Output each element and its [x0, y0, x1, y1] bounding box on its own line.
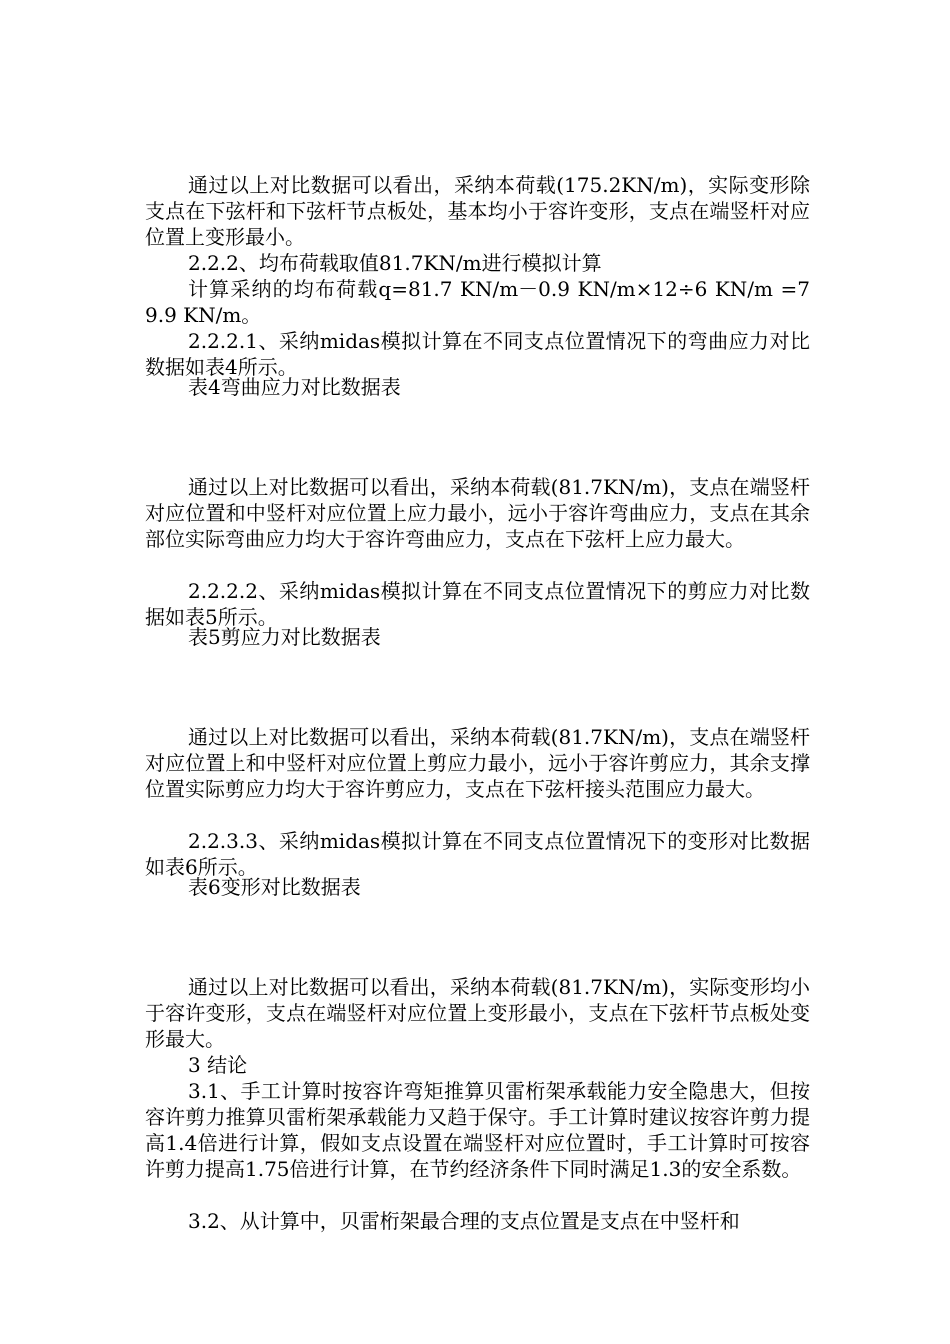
table-caption-4: 表4弯曲应力对比数据表 — [188, 375, 401, 399]
section-heading-conclusion: 3 结论 — [188, 1053, 248, 1077]
paragraph-2-2-2-2: 2.2.2.2、采纳midas模拟计算在不同支点位置情况下的剪应力对比数据如表5所示。 — [145, 579, 810, 629]
paragraph-2-2-2-1: 2.2.2.1、采纳midas模拟计算在不同支点位置情况下的弯曲应力对比数据如表4所示。 — [145, 329, 810, 379]
paragraph-load-calculation: 计算采纳的均布荷载q=81.7 KN/m－0.9 KN/m×12÷6 KN/m =79.9 KN/m。 — [145, 277, 810, 327]
paragraph-shear-stress-summary: 通过以上对比数据可以看出，采纳本荷载(81.7KN/m)，支点在端竖杆对应位置上和中竖杆对应位置上剪应力最小，远小于容许剪应力，其余支撑位置实际剪应力均大于容许剪应力，支点在下弦杆接头范围应力最大。 — [145, 725, 810, 801]
table-caption-6: 表6变形对比数据表 — [188, 875, 361, 899]
paragraph-deformation-summary-1: 通过以上对比数据可以看出，采纳本荷载(175.2KN/m)，实际变形除支点在下弦杆和下弦杆节点板处，基本均小于容许变形，支点在端竖杆对应位置上变形最小。 — [145, 173, 810, 249]
paragraph-conclusion-3-1: 3.1、手工计算时按容许弯矩推算贝雷桁架承载能力安全隐患大，但按容许剪力推算贝雷桁架承载能力又趋于保守。手工计算时建议按容许剪力提高1.4倍进行计算，假如支点设置在端竖杆对应位置时，手工计算时可按容许剪力提高1.75倍进行计算，在节约经济条件下同时满足1.3的安全系数。 — [145, 1079, 810, 1181]
paragraph-conclusion-3-2: 3.2、从计算中，贝雷桁架最合理的支点位置是支点在中竖杆和 — [188, 1209, 740, 1233]
paragraph-deformation-summary-2: 通过以上对比数据可以看出，采纳本荷载(81.7KN/m)，实际变形均小于容许变形，支点在端竖杆对应位置上变形最小，支点在下弦杆节点板处变形最大。 — [145, 975, 810, 1051]
paragraph-2-2-3-3: 2.2.3.3、采纳midas模拟计算在不同支点位置情况下的变形对比数据如表6所示。 — [145, 829, 810, 879]
table-caption-5: 表5剪应力对比数据表 — [188, 625, 381, 649]
paragraph-bending-stress-summary: 通过以上对比数据可以看出，采纳本荷载(81.7KN/m)，支点在端竖杆对应位置和中竖杆对应位置上应力最小，远小于容许弯曲应力，支点在其余部位实际弯曲应力均大于容许弯曲应力，支点在下弦杆上应力最大。 — [145, 475, 810, 551]
section-heading-2-2-2: 2.2.2、均布荷载取值81.7KN/m进行模拟计算 — [188, 251, 602, 275]
